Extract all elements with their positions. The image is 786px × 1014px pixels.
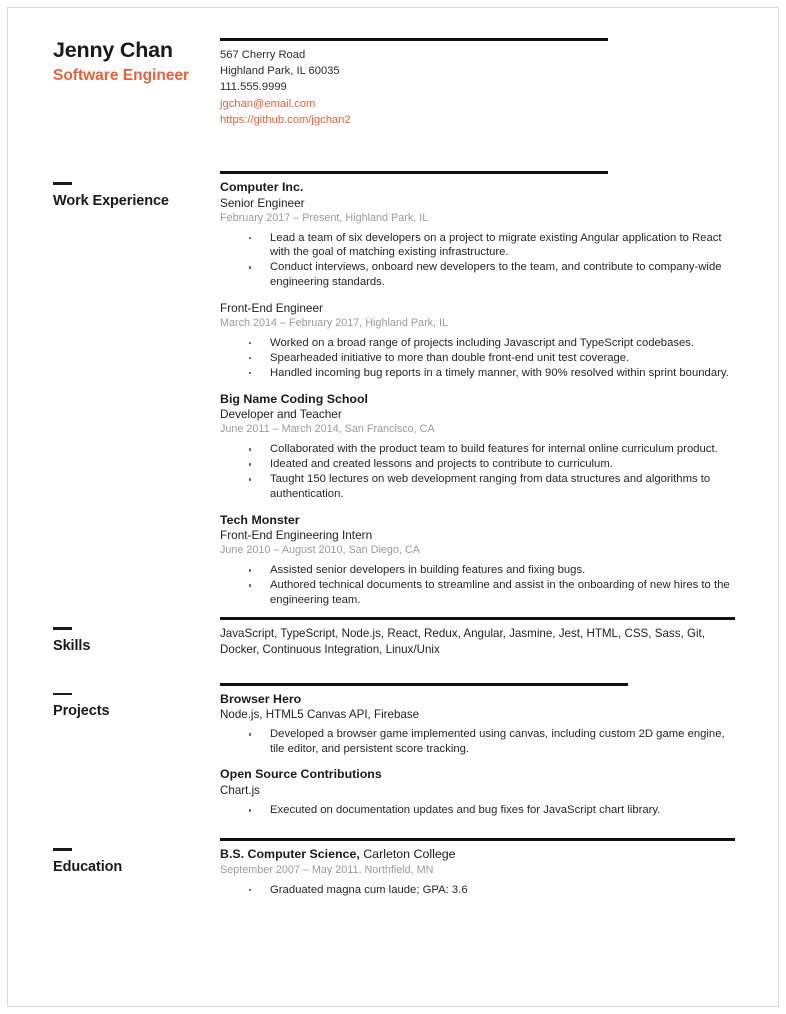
work-entry-bullets [220,336,735,381]
work-entry-meta: February 2017 – Present, Highland Park, IL [220,211,429,224]
contact-email-link[interactable]: jgchan@email.com [220,97,316,110]
bullet-item: Conduct interviews, onboard new developers to the team, and contribute to company-wide engineering standards. [247,260,735,289]
bullet-item: Developed a browser game implemented using canvas, including custom 2D game engine, tile editor, and persistent score tracking. [247,727,735,756]
work-experience-label: Work Experience [53,192,169,209]
work-entry-org: Tech Monster [220,512,300,527]
header-section [0,0,786,128]
bullet-item: Executed on documentation updates and bug fixes for JavaScript chart library. [247,803,735,818]
work-entry-meta: June 2011 – March 2014, San Francisco, CA [220,423,435,436]
work-entry-role: Senior Engineer [220,195,305,210]
skills-heading [0,617,220,654]
bullet-item: Taught 150 lectures on web development ranging from data structures and algorithms to authentication. [247,472,735,501]
work-entry-meta: June 2010 – August 2010, San Diego, CA [220,544,420,557]
project-bullets [220,727,735,756]
education-heading [0,838,220,875]
work-entry-org: Big Name Coding School [220,391,369,406]
work-experience-body [220,171,786,608]
skills-label: Skills [53,637,91,654]
bullet-item: Assisted senior developers in building features and fixing bugs. [247,563,735,578]
projects-section [0,683,786,819]
section-dash-icon [53,848,72,851]
projects-heading [0,683,220,720]
bullet-item: Worked on a broad range of projects including Javascript and TypeScript codebases. [247,336,735,351]
education-degree: B.S. Computer Science, [220,847,360,862]
project-entry [220,692,735,757]
project-entry [220,767,735,817]
section-dash-icon [53,182,72,185]
contact-details [220,41,735,128]
spacer-header-work [0,128,786,171]
work-entry-meta: March 2014 – February 2017, Highland Park, IL [220,316,449,329]
bullet-item: Handled incoming bug reports in a timely manner, with 90% resolved within sprint boundary. [247,366,735,381]
project-tech: Node.js, HTML5 Canvas API, Firebase [220,708,420,722]
bullet-item: Lead a team of six developers on a project to migrate existing Angular application to React with the goal of matching existing infrastructure. [247,231,735,260]
projects-label: Projects [53,703,110,720]
contact-city-state-zip: Highland Park, IL 60035 [220,65,340,78]
bullet-item: Spearheaded initiative to more than double front-end unit test coverage. [247,351,735,366]
skills-section [0,617,786,658]
work-entry-role: Front-End Engineer [220,300,323,315]
work-entry-role: Developer and Teacher [220,407,342,422]
section-dash-icon [53,627,72,630]
skills-list: JavaScript, TypeScript, Node.js, React, Redux, Angular, Jasmine, Jest, HTML, CSS, Sass, Git, Docker, Continuous Integration, Linux/Unix [220,627,705,657]
section-dash-icon [53,693,72,696]
candidate-title: Software Engineer [53,67,190,85]
bullet-item: Collaborated with the product team to build features for internal online curriculum product. [247,442,735,457]
work-entry [220,513,735,608]
project-bullets [220,803,735,818]
education-bullets [220,883,735,898]
projects-body [220,683,786,819]
work-entry-bullets [220,442,735,501]
contact-street: 567 Cherry Road [220,49,306,61]
education-section [0,838,786,898]
candidate-name: Jenny Chan [53,38,173,62]
bullet-item: Authored technical documents to streamline and assist in the onboarding of new hires to the engineering team. [247,578,735,607]
skills-body [220,617,786,658]
work-entry-bullets [220,231,735,290]
education-entry-meta: September 2007 – May 2011, Northfield, MN [220,863,434,876]
bullet-item: Graduated magna cum laude; GPA: 3.6 [247,883,735,898]
contact-phone: 111.555.9999 [220,81,287,94]
work-entry [220,301,735,381]
work-entry [220,180,735,290]
work-entry [220,392,735,502]
work-entry-org: Computer Inc. [220,180,304,195]
education-entry [220,847,735,897]
work-entry-role: Front-End Engineering Intern [220,528,373,543]
work-experience-section [0,171,786,608]
project-name: Open Source Contributions [220,767,382,782]
header-contact-block [220,38,786,128]
contact-website-link[interactable]: https://github.com/jgchan2 [220,113,351,126]
education-label: Education [53,858,123,875]
bullet-item: Ideated and created lessons and projects to contribute to curriculum. [247,457,735,472]
work-entry-bullets [220,563,735,607]
spacer-skills-projects [0,659,786,683]
spacer-work-skills [0,608,786,617]
project-name: Browser Hero [220,691,302,706]
education-degree-line [220,847,735,863]
education-school: Carleton College [359,847,456,862]
work-experience-heading [0,171,220,209]
project-tech: Chart.js [220,783,260,797]
header-identity [0,38,220,85]
spacer-projects-education [0,818,786,838]
education-body [220,838,786,898]
